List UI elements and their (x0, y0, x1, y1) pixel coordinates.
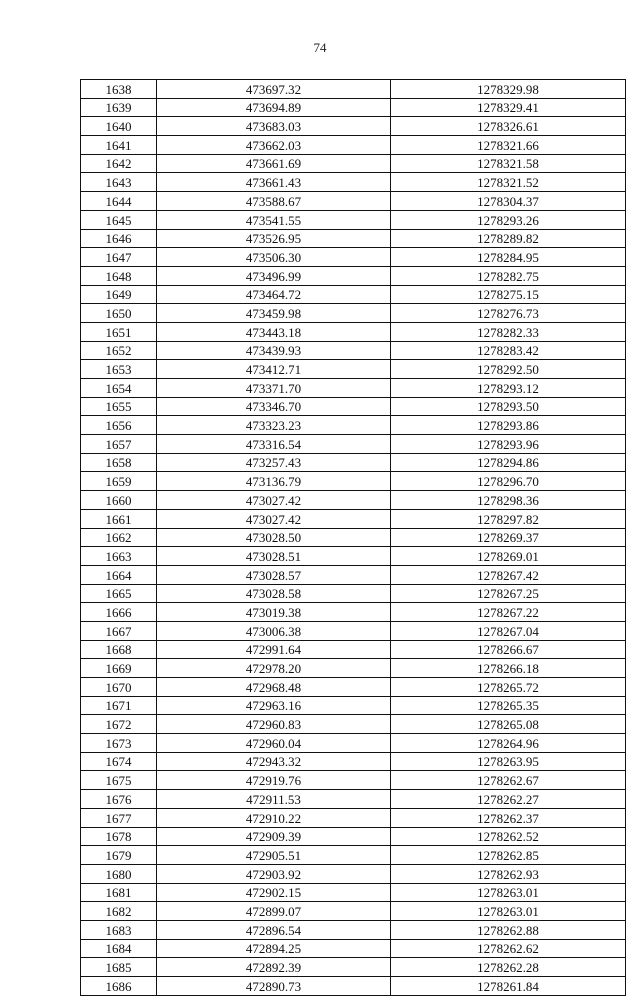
y-coordinate-cell: 1278283.42 (391, 341, 626, 360)
point-number-cell: 1644 (81, 192, 157, 211)
table-row (81, 341, 626, 360)
point-number-cell: 1675 (81, 771, 157, 790)
y-coordinate-cell: 1278321.52 (391, 173, 626, 192)
x-coordinate-cell: 473439.93 (157, 341, 391, 360)
point-number-cell: 1667 (81, 621, 157, 640)
y-coordinate-cell: 1278284.95 (391, 248, 626, 267)
x-coordinate-cell: 473316.54 (157, 435, 391, 454)
x-coordinate-cell: 472910.22 (157, 808, 391, 827)
point-number-cell: 1662 (81, 528, 157, 547)
x-coordinate-cell: 473526.95 (157, 229, 391, 248)
y-coordinate-cell: 1278326.61 (391, 117, 626, 136)
x-coordinate-cell: 472968.48 (157, 678, 391, 697)
y-coordinate-cell: 1278266.18 (391, 659, 626, 678)
y-coordinate-cell: 1278269.37 (391, 528, 626, 547)
table-row (81, 696, 626, 715)
y-coordinate-cell: 1278297.82 (391, 509, 626, 528)
table-row (81, 715, 626, 734)
y-coordinate-cell: 1278262.67 (391, 771, 626, 790)
x-coordinate-cell: 473371.70 (157, 379, 391, 398)
x-coordinate-cell: 472963.16 (157, 696, 391, 715)
table-row (81, 509, 626, 528)
y-coordinate-cell: 1278263.95 (391, 752, 626, 771)
table-row (81, 154, 626, 173)
point-number-cell: 1678 (81, 827, 157, 846)
point-number-cell: 1680 (81, 864, 157, 883)
point-number-cell: 1647 (81, 248, 157, 267)
point-number-cell: 1652 (81, 341, 157, 360)
x-coordinate-cell: 473588.67 (157, 192, 391, 211)
y-coordinate-cell: 1278293.50 (391, 397, 626, 416)
y-coordinate-cell: 1278282.33 (391, 322, 626, 341)
y-coordinate-cell: 1278265.72 (391, 678, 626, 697)
x-coordinate-cell: 472896.54 (157, 920, 391, 939)
table-row (81, 453, 626, 472)
y-coordinate-cell: 1278267.25 (391, 584, 626, 603)
x-coordinate-cell: 472960.04 (157, 734, 391, 753)
table-row (81, 416, 626, 435)
point-number-cell: 1659 (81, 472, 157, 491)
x-coordinate-cell: 472902.15 (157, 883, 391, 902)
table-row (81, 304, 626, 323)
table-row (81, 565, 626, 584)
y-coordinate-cell: 1278262.88 (391, 920, 626, 939)
y-coordinate-cell: 1278304.37 (391, 192, 626, 211)
table-row (81, 229, 626, 248)
table-row (81, 659, 626, 678)
table-row (81, 472, 626, 491)
y-coordinate-cell: 1278289.82 (391, 229, 626, 248)
x-coordinate-cell: 473028.50 (157, 528, 391, 547)
y-coordinate-cell: 1278321.66 (391, 136, 626, 155)
table-row (81, 808, 626, 827)
point-number-cell: 1649 (81, 285, 157, 304)
table-row (81, 846, 626, 865)
x-coordinate-cell: 472899.07 (157, 902, 391, 921)
table-row (81, 360, 626, 379)
x-coordinate-cell: 473323.23 (157, 416, 391, 435)
y-coordinate-cell: 1278263.01 (391, 902, 626, 921)
x-coordinate-cell: 473346.70 (157, 397, 391, 416)
x-coordinate-cell: 473661.69 (157, 154, 391, 173)
point-number-cell: 1640 (81, 117, 157, 136)
table-row (81, 621, 626, 640)
y-coordinate-cell: 1278262.62 (391, 939, 626, 958)
y-coordinate-cell: 1278267.04 (391, 621, 626, 640)
coordinates-table-body (81, 80, 626, 996)
point-number-cell: 1660 (81, 491, 157, 510)
x-coordinate-cell: 473027.42 (157, 509, 391, 528)
table-row (81, 491, 626, 510)
table-row (81, 977, 626, 996)
y-coordinate-cell: 1278276.73 (391, 304, 626, 323)
point-number-cell: 1663 (81, 547, 157, 566)
x-coordinate-cell: 473464.72 (157, 285, 391, 304)
x-coordinate-cell: 473257.43 (157, 453, 391, 472)
x-coordinate-cell: 473506.30 (157, 248, 391, 267)
table-row (81, 322, 626, 341)
point-number-cell: 1651 (81, 322, 157, 341)
y-coordinate-cell: 1278329.98 (391, 80, 626, 99)
table-row (81, 920, 626, 939)
point-number-cell: 1645 (81, 210, 157, 229)
table-row (81, 790, 626, 809)
point-number-cell: 1670 (81, 678, 157, 697)
table-row (81, 547, 626, 566)
point-number-cell: 1668 (81, 640, 157, 659)
point-number-cell: 1669 (81, 659, 157, 678)
point-number-cell: 1641 (81, 136, 157, 155)
x-coordinate-cell: 473028.51 (157, 547, 391, 566)
table-row (81, 192, 626, 211)
point-number-cell: 1656 (81, 416, 157, 435)
table-row (81, 883, 626, 902)
point-number-cell: 1683 (81, 920, 157, 939)
x-coordinate-cell: 472919.76 (157, 771, 391, 790)
table-row (81, 734, 626, 753)
point-number-cell: 1684 (81, 939, 157, 958)
table-row (81, 80, 626, 99)
y-coordinate-cell: 1278293.12 (391, 379, 626, 398)
table-row (81, 435, 626, 454)
table-row (81, 528, 626, 547)
y-coordinate-cell: 1278329.41 (391, 98, 626, 117)
point-number-cell: 1654 (81, 379, 157, 398)
table-row (81, 397, 626, 416)
table-row (81, 771, 626, 790)
x-coordinate-cell: 472978.20 (157, 659, 391, 678)
y-coordinate-cell: 1278262.27 (391, 790, 626, 809)
table-row (81, 902, 626, 921)
x-coordinate-cell: 473028.57 (157, 565, 391, 584)
y-coordinate-cell: 1278261.84 (391, 977, 626, 996)
y-coordinate-cell: 1278293.86 (391, 416, 626, 435)
y-coordinate-cell: 1278264.96 (391, 734, 626, 753)
x-coordinate-cell: 472892.39 (157, 958, 391, 977)
x-coordinate-cell: 472894.25 (157, 939, 391, 958)
x-coordinate-cell: 472909.39 (157, 827, 391, 846)
y-coordinate-cell: 1278263.01 (391, 883, 626, 902)
point-number-cell: 1681 (81, 883, 157, 902)
x-coordinate-cell: 473496.99 (157, 266, 391, 285)
point-number-cell: 1646 (81, 229, 157, 248)
x-coordinate-cell: 473019.38 (157, 603, 391, 622)
table-row (81, 678, 626, 697)
table-row (81, 173, 626, 192)
point-number-cell: 1666 (81, 603, 157, 622)
point-number-cell: 1653 (81, 360, 157, 379)
table-row (81, 584, 626, 603)
y-coordinate-cell: 1278262.93 (391, 864, 626, 883)
x-coordinate-cell: 473443.18 (157, 322, 391, 341)
x-coordinate-cell: 472960.83 (157, 715, 391, 734)
table-row (81, 958, 626, 977)
y-coordinate-cell: 1278262.52 (391, 827, 626, 846)
point-number-cell: 1665 (81, 584, 157, 603)
x-coordinate-cell: 472911.53 (157, 790, 391, 809)
point-number-cell: 1650 (81, 304, 157, 323)
table-row (81, 640, 626, 659)
table-row (81, 136, 626, 155)
table-row (81, 752, 626, 771)
y-coordinate-cell: 1278269.01 (391, 547, 626, 566)
page-number: 74 (313, 40, 327, 55)
x-coordinate-cell: 473683.03 (157, 117, 391, 136)
point-number-cell: 1639 (81, 98, 157, 117)
x-coordinate-cell: 473697.32 (157, 80, 391, 99)
table-row (81, 285, 626, 304)
y-coordinate-cell: 1278262.85 (391, 846, 626, 865)
point-number-cell: 1677 (81, 808, 157, 827)
point-number-cell: 1655 (81, 397, 157, 416)
y-coordinate-cell: 1278282.75 (391, 266, 626, 285)
point-number-cell: 1671 (81, 696, 157, 715)
point-number-cell: 1664 (81, 565, 157, 584)
x-coordinate-cell: 473541.55 (157, 210, 391, 229)
y-coordinate-cell: 1278265.35 (391, 696, 626, 715)
point-number-cell: 1657 (81, 435, 157, 454)
point-number-cell: 1686 (81, 977, 157, 996)
y-coordinate-cell: 1278275.15 (391, 285, 626, 304)
x-coordinate-cell: 472905.51 (157, 846, 391, 865)
x-coordinate-cell: 472943.32 (157, 752, 391, 771)
y-coordinate-cell: 1278296.70 (391, 472, 626, 491)
y-coordinate-cell: 1278293.26 (391, 210, 626, 229)
point-number-cell: 1672 (81, 715, 157, 734)
point-number-cell: 1658 (81, 453, 157, 472)
y-coordinate-cell: 1278267.42 (391, 565, 626, 584)
y-coordinate-cell: 1278321.58 (391, 154, 626, 173)
table-row (81, 266, 626, 285)
point-number-cell: 1674 (81, 752, 157, 771)
point-number-cell: 1638 (81, 80, 157, 99)
y-coordinate-cell: 1278292.50 (391, 360, 626, 379)
table-row (81, 603, 626, 622)
x-coordinate-cell: 473661.43 (157, 173, 391, 192)
y-coordinate-cell: 1278262.37 (391, 808, 626, 827)
x-coordinate-cell: 473662.03 (157, 136, 391, 155)
x-coordinate-cell: 472890.73 (157, 977, 391, 996)
x-coordinate-cell: 473027.42 (157, 491, 391, 510)
point-number-cell: 1642 (81, 154, 157, 173)
table-row (81, 248, 626, 267)
coordinates-table (80, 79, 626, 996)
y-coordinate-cell: 1278294.86 (391, 453, 626, 472)
point-number-cell: 1682 (81, 902, 157, 921)
point-number-cell: 1648 (81, 266, 157, 285)
y-coordinate-cell: 1278265.08 (391, 715, 626, 734)
table-row (81, 379, 626, 398)
table-row (81, 210, 626, 229)
x-coordinate-cell: 473694.89 (157, 98, 391, 117)
y-coordinate-cell: 1278266.67 (391, 640, 626, 659)
y-coordinate-cell: 1278298.36 (391, 491, 626, 510)
x-coordinate-cell: 473006.38 (157, 621, 391, 640)
point-number-cell: 1679 (81, 846, 157, 865)
x-coordinate-cell: 472903.92 (157, 864, 391, 883)
table-row (81, 98, 626, 117)
point-number-cell: 1673 (81, 734, 157, 753)
x-coordinate-cell: 472991.64 (157, 640, 391, 659)
x-coordinate-cell: 473412.71 (157, 360, 391, 379)
table-row (81, 864, 626, 883)
point-number-cell: 1661 (81, 509, 157, 528)
table-row (81, 827, 626, 846)
y-coordinate-cell: 1278293.96 (391, 435, 626, 454)
x-coordinate-cell: 473028.58 (157, 584, 391, 603)
y-coordinate-cell: 1278262.28 (391, 958, 626, 977)
y-coordinate-cell: 1278267.22 (391, 603, 626, 622)
table-row (81, 117, 626, 136)
point-number-cell: 1676 (81, 790, 157, 809)
point-number-cell: 1643 (81, 173, 157, 192)
table-row (81, 939, 626, 958)
x-coordinate-cell: 473459.98 (157, 304, 391, 323)
x-coordinate-cell: 473136.79 (157, 472, 391, 491)
point-number-cell: 1685 (81, 958, 157, 977)
